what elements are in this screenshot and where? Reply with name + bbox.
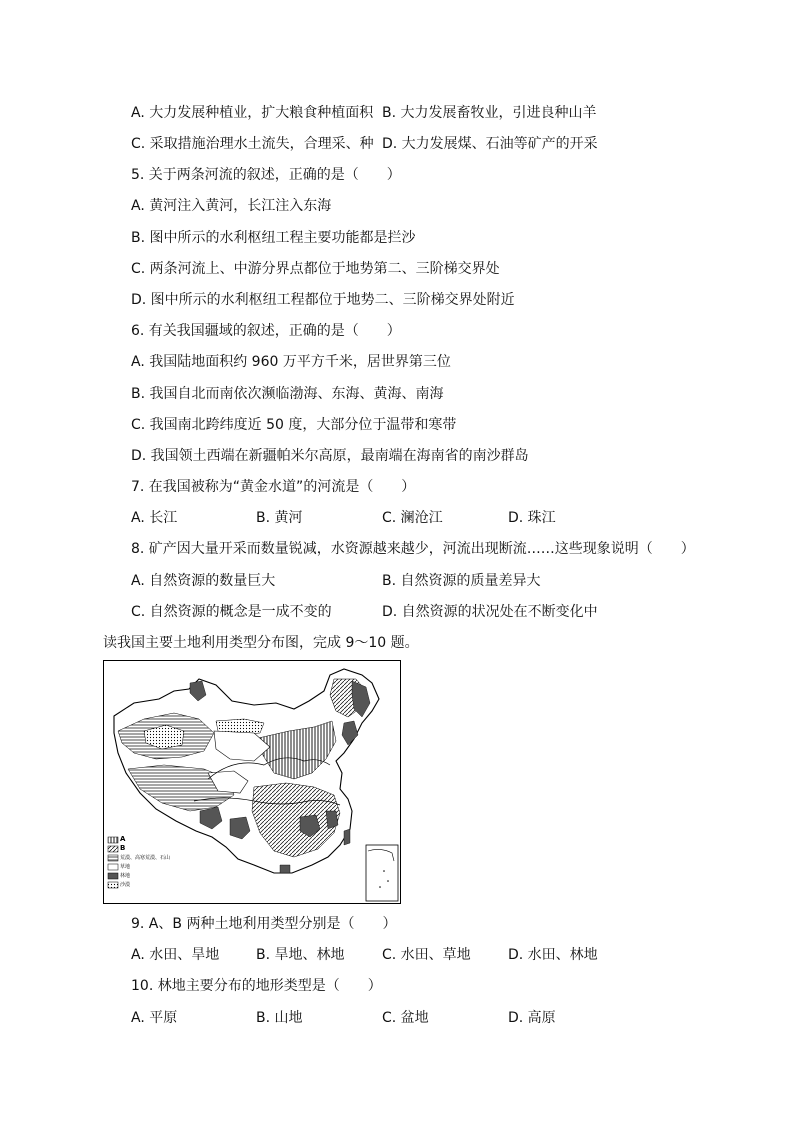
reading-intro: 读我国主要土地利用类型分布图，完成 9～10 题。	[103, 635, 419, 651]
legend-label-sand: 沙漠	[120, 882, 131, 888]
legend-label-desert: 荒漠、高寒荒漠、石山	[120, 855, 171, 861]
q9-option-a: A. 水田、旱地	[131, 947, 220, 963]
land-use-map	[103, 660, 401, 904]
q10-option-a: A. 平原	[131, 1010, 178, 1026]
q5-option-d: D. 图中所示的水利枢纽工程都位于地势二、三阶梯交界处附近	[131, 292, 515, 308]
q10-option-b: B. 山地	[256, 1010, 303, 1026]
forest-hainan	[280, 865, 290, 873]
q6-option-b: B. 我国自北而南依次濒临渤海、东海、黄海、南海	[131, 386, 444, 402]
legend-swatch-forest	[108, 873, 118, 879]
q6-stem: 6. 有关我国疆域的叙述，正确的是（ ）	[131, 323, 401, 339]
q7-option-c: C. 澜沧江	[382, 510, 443, 526]
q7-option-b: B. 黄河	[256, 510, 303, 526]
q9-option-c: C. 水田、草地	[382, 947, 471, 963]
q4-option-a: A. 大力发展种植业，扩大粮食种植面积	[131, 105, 374, 121]
q7-stem: 7. 在我国被称为“黄金水道”的河流是（ ）	[131, 479, 416, 495]
q4-option-d: D. 大力发展煤、石油等矿产的开采	[382, 136, 598, 152]
legend-swatch-desert	[108, 855, 118, 861]
q6-option-c: C. 我国南北跨纬度近 50 度，大部分位于温带和寒带	[131, 417, 457, 433]
legend-label-b: B	[120, 844, 126, 852]
south-china-sea-inset	[366, 845, 398, 901]
q6-option-d: D. 我国领土西端在新疆帕米尔高原，最南端在海南省的南沙群岛	[131, 448, 529, 464]
legend-label-forest: 林地	[120, 873, 131, 879]
q10-stem: 10. 林地主要分布的地形类型是（ ）	[131, 978, 382, 994]
q5-option-b: B. 图中所示的水利枢纽工程主要功能都是拦沙	[131, 230, 416, 246]
q5-option-c: C. 两条河流上、中游分界点都位于地势第二、三阶梯交界处	[131, 261, 500, 277]
q4-option-b: B. 大力发展畜牧业，引进良种山羊	[382, 105, 597, 121]
q9-option-b: B. 旱地、林地	[256, 947, 345, 963]
q7-option-d: D. 珠江	[508, 510, 556, 526]
legend-label-grass: 草地	[120, 864, 131, 870]
q5-stem: 5. 关于两条河流的叙述，正确的是（ ）	[131, 167, 401, 183]
q6-option-a: A. 我国陆地面积约 960 万平方千米，居世界第三位	[131, 354, 451, 370]
q9-stem: 9. A、B 两种土地利用类型分别是（ ）	[131, 916, 397, 932]
q7-option-a: A. 长江	[131, 510, 178, 526]
land-use-map-graphic	[104, 661, 400, 903]
q9-option-d: D. 水田、林地	[508, 947, 598, 963]
q4-option-c: C. 采取措施治理水土流失，合理采、种	[131, 136, 374, 152]
legend-swatch-sand	[108, 882, 118, 888]
forest-taiwan	[344, 829, 350, 845]
legend-label-a: A	[120, 835, 126, 843]
q8-stem: 8. 矿产因大量开采而数量锐减，水资源越来越少，河流出现断流……这些现象说明（ ）	[131, 541, 695, 557]
q8-option-c: C. 自然资源的概念是一成不变的	[131, 604, 332, 620]
q5-option-a: A. 黄河注入黄河，长江注入东海	[131, 198, 332, 214]
q8-option-b: B. 自然资源的质量差异大	[382, 573, 541, 589]
legend-swatch-grass	[108, 864, 118, 870]
q8-option-a: A. 自然资源的数量巨大	[131, 573, 276, 589]
q10-option-c: C. 盆地	[382, 1010, 429, 1026]
legend-swatch-a	[108, 837, 118, 843]
legend-swatch-b	[108, 846, 118, 852]
q8-option-d: D. 自然资源的状况处在不断变化中	[382, 604, 598, 620]
q10-option-d: D. 高原	[508, 1010, 556, 1026]
